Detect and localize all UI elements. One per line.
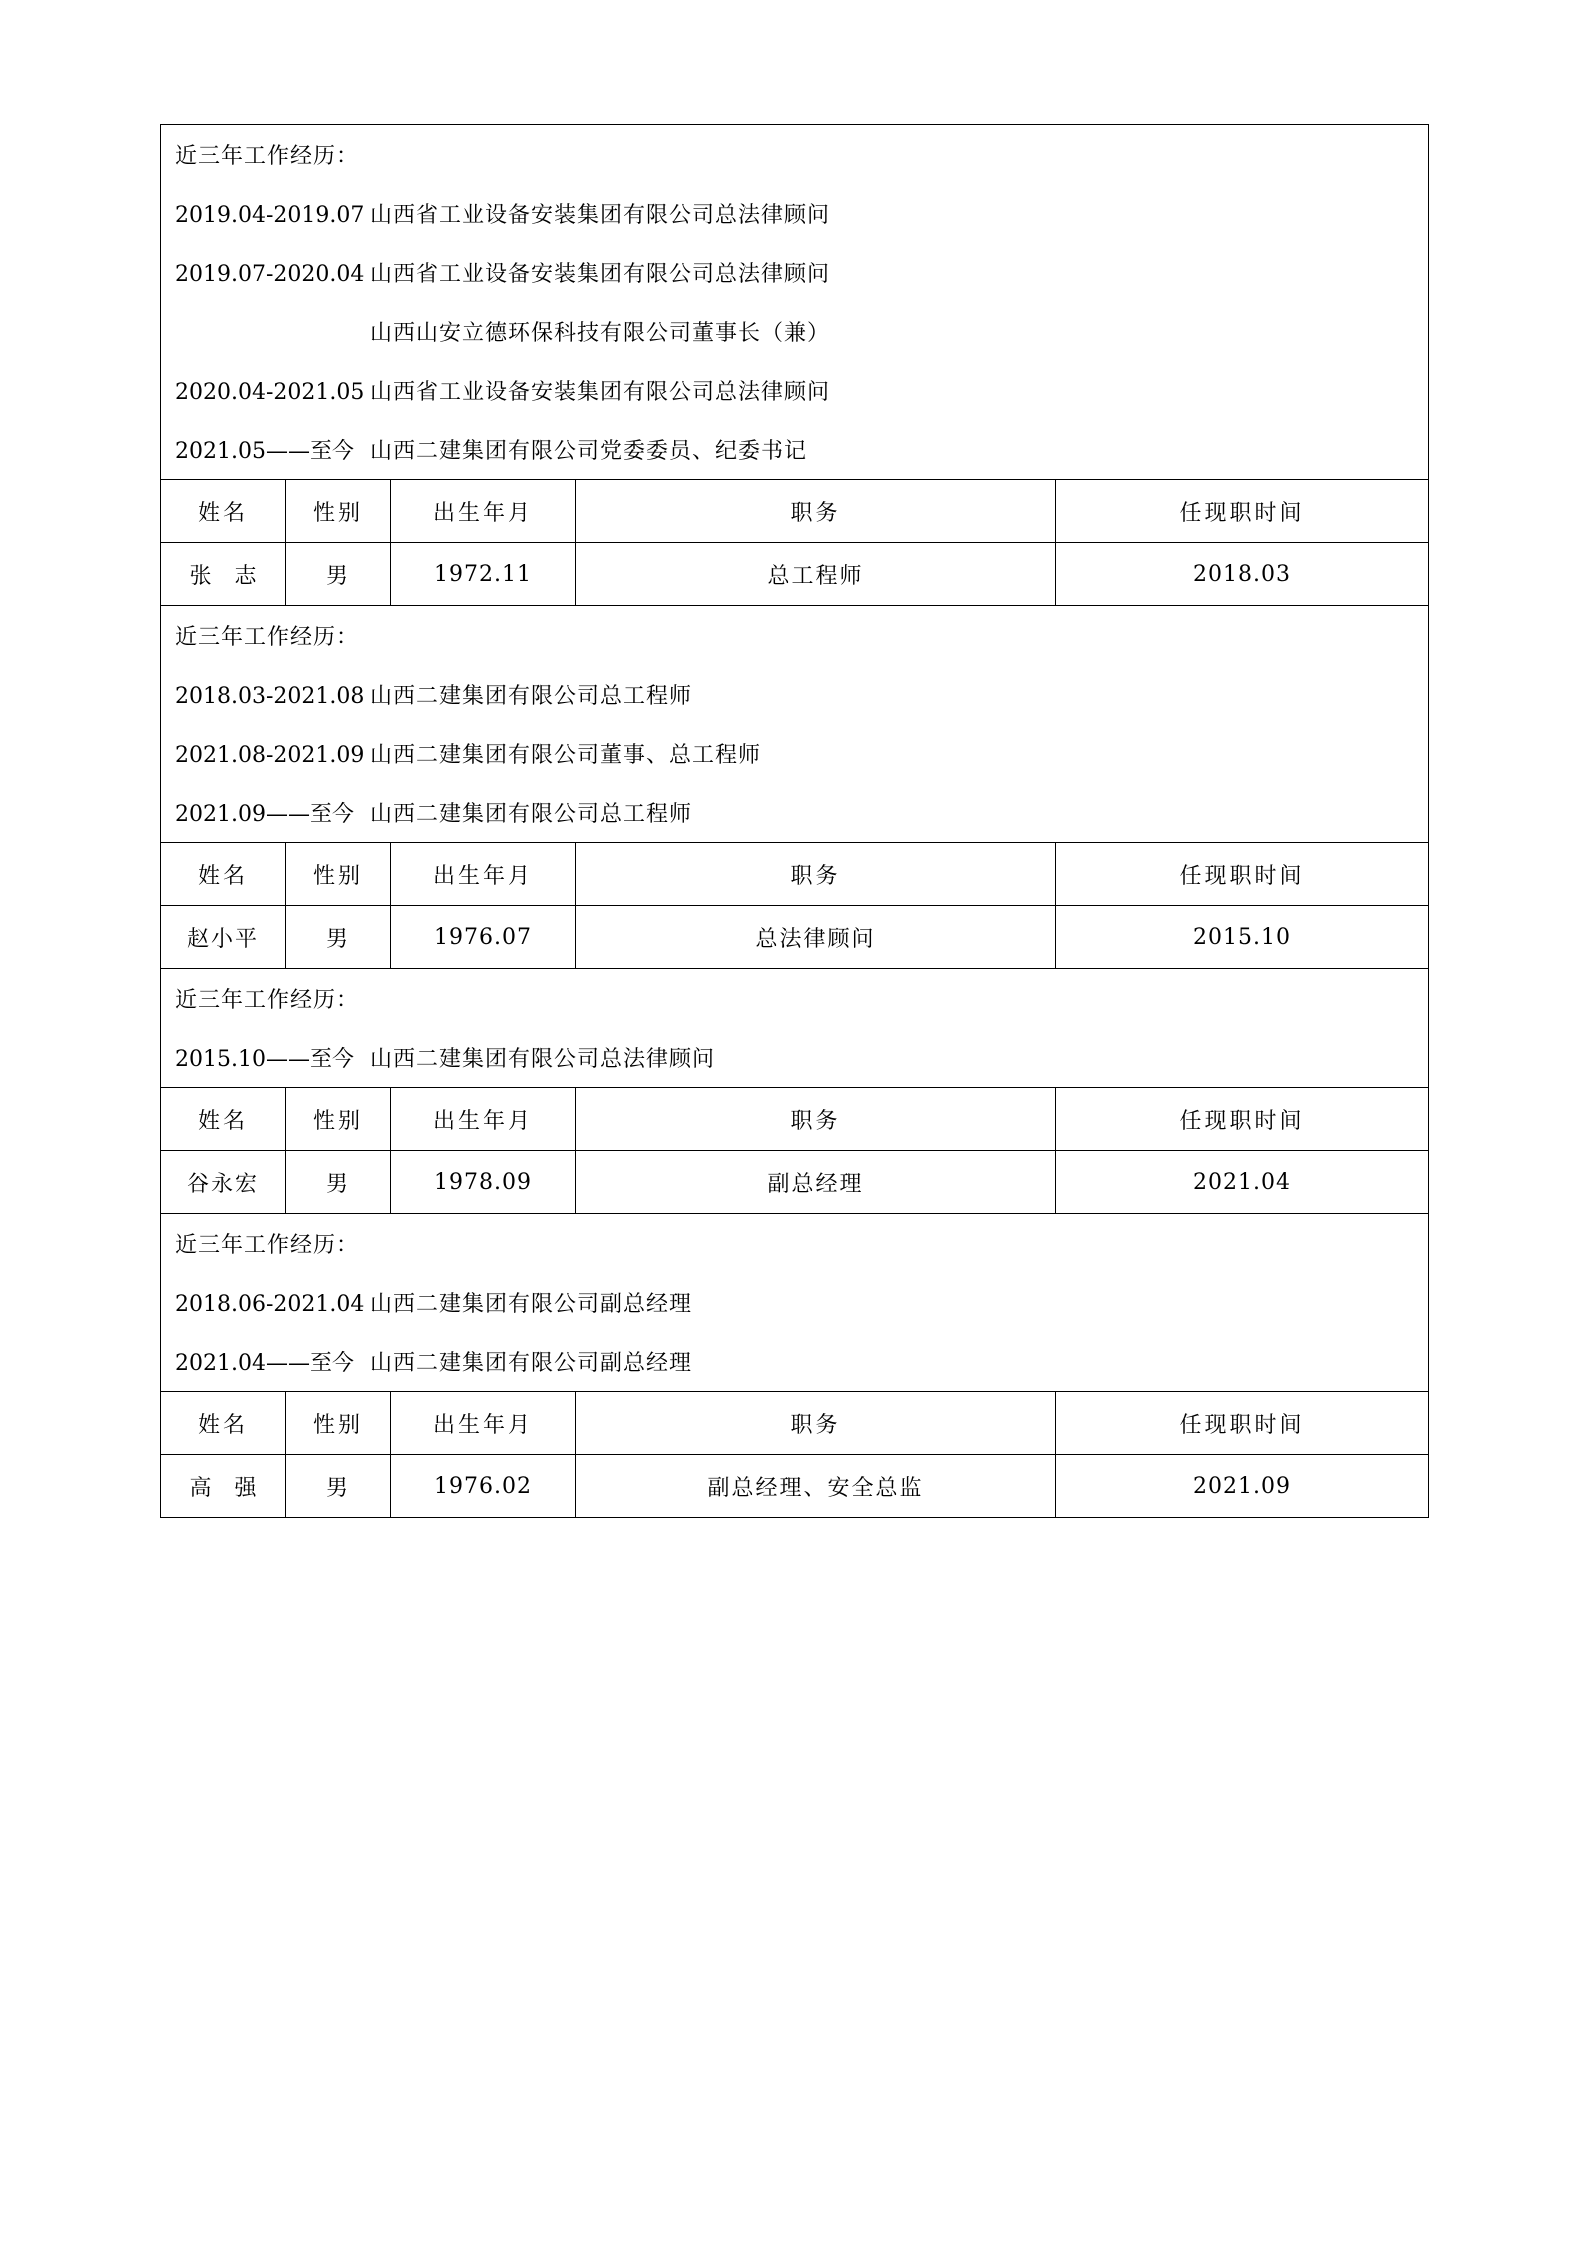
- column-header-birth: 出生年月: [391, 843, 576, 906]
- experience-entry: [161, 361, 1428, 420]
- experience-block: [161, 1214, 1429, 1392]
- cell-gender: 男: [286, 906, 391, 969]
- cell-gender: 男: [286, 1455, 391, 1518]
- experience-date: 2021.08-2021.09: [175, 743, 365, 768]
- experience-title: 近三年工作经历：: [175, 988, 360, 1013]
- experience-entry: [161, 1028, 1428, 1087]
- table-header-row: [161, 480, 1429, 543]
- table-row: [161, 543, 1429, 606]
- column-header-appointment-date: 任现职时间: [1056, 1088, 1429, 1151]
- cell-birth: 1972.11: [391, 543, 576, 606]
- column-header-position: 职务: [576, 843, 1056, 906]
- column-header-name: 姓名: [161, 480, 286, 543]
- experience-description: 山西省工业设备安装集团有限公司总法律顾问: [370, 380, 831, 405]
- experience-date: 2021.04——至今: [175, 1351, 354, 1376]
- cell-name: 高 强: [161, 1455, 286, 1518]
- personnel-table: [160, 124, 1429, 1518]
- cell-appointment-date: 2021.04: [1056, 1151, 1429, 1214]
- column-header-position: 职务: [576, 480, 1056, 543]
- cell-appointment-date: 2018.03: [1056, 543, 1429, 606]
- experience-description: 山西二建集团有限公司总法律顾问: [370, 1047, 716, 1072]
- cell-position: 总法律顾问: [576, 906, 1056, 969]
- cell-position: 副总经理: [576, 1151, 1056, 1214]
- table-row: [161, 1455, 1429, 1518]
- experience-title: 近三年工作经历：: [175, 144, 360, 169]
- experience-description: 山西省工业设备安装集团有限公司总法律顾问: [370, 262, 831, 287]
- table-row: [161, 906, 1429, 969]
- cell-birth: 1978.09: [391, 1151, 576, 1214]
- column-header-position: 职务: [576, 1088, 1056, 1151]
- table-row: [161, 1214, 1429, 1392]
- table-row: [161, 125, 1429, 480]
- experience-date: 2019.07-2020.04: [175, 262, 365, 287]
- table-row: [161, 1151, 1429, 1214]
- experience-date: 2018.03-2021.08: [175, 684, 365, 709]
- experience-entry: [161, 243, 1428, 302]
- experience-entry: [161, 302, 1428, 361]
- experience-entry: [161, 1332, 1428, 1391]
- cell-gender: 男: [286, 543, 391, 606]
- cell-appointment-date: 2021.09: [1056, 1455, 1429, 1518]
- experience-description: 山西二建集团有限公司董事、总工程师: [370, 743, 762, 768]
- column-header-appointment-date: 任现职时间: [1056, 1392, 1429, 1455]
- experience-entry: [161, 184, 1428, 243]
- cell-birth: 1976.02: [391, 1455, 576, 1518]
- experience-date: 2020.04-2021.05: [175, 380, 365, 405]
- cell-position: 副总经理、安全总监: [576, 1455, 1056, 1518]
- cell-position: 总工程师: [576, 543, 1056, 606]
- experience-entry: [161, 420, 1428, 479]
- experience-description: 山西山安立德环保科技有限公司董事长（兼）: [370, 321, 831, 346]
- experience-entry: [161, 665, 1428, 724]
- experience-description: 山西二建集团有限公司副总经理: [370, 1351, 693, 1376]
- experience-title: 近三年工作经历：: [175, 625, 360, 650]
- table-header-row: [161, 1392, 1429, 1455]
- column-header-appointment-date: 任现职时间: [1056, 480, 1429, 543]
- experience-entry: [161, 783, 1428, 842]
- cell-birth: 1976.07: [391, 906, 576, 969]
- column-header-gender: 性别: [286, 1088, 391, 1151]
- experience-block: [161, 125, 1429, 480]
- column-header-birth: 出生年月: [391, 1392, 576, 1455]
- experience-date: 2015.10——至今: [175, 1047, 354, 1072]
- table-row: [161, 606, 1429, 843]
- experience-date: 2021.09——至今: [175, 802, 354, 827]
- table-header-row: [161, 1088, 1429, 1151]
- experience-date: 2019.04-2019.07: [175, 203, 365, 228]
- cell-appointment-date: 2015.10: [1056, 906, 1429, 969]
- cell-name: 张 志: [161, 543, 286, 606]
- column-header-position: 职务: [576, 1392, 1056, 1455]
- experience-block: [161, 969, 1429, 1088]
- cell-name: 谷永宏: [161, 1151, 286, 1214]
- experience-title: 近三年工作经历：: [175, 1233, 360, 1258]
- column-header-gender: 性别: [286, 1392, 391, 1455]
- experience-description: 山西省工业设备安装集团有限公司总法律顾问: [370, 203, 831, 228]
- experience-entry: [161, 1273, 1428, 1332]
- experience-description: 山西二建集团有限公司党委委员、纪委书记: [370, 439, 808, 464]
- column-header-appointment-date: 任现职时间: [1056, 843, 1429, 906]
- experience-description: 山西二建集团有限公司副总经理: [370, 1292, 693, 1317]
- experience-description: 山西二建集团有限公司总工程师: [370, 684, 693, 709]
- table-body: [161, 125, 1429, 1518]
- column-header-gender: 性别: [286, 843, 391, 906]
- cell-gender: 男: [286, 1151, 391, 1214]
- column-header-birth: 出生年月: [391, 1088, 576, 1151]
- experience-date: 2021.05——至今: [175, 439, 354, 464]
- table-row: [161, 969, 1429, 1088]
- experience-block: [161, 606, 1429, 843]
- column-header-name: 姓名: [161, 1088, 286, 1151]
- cell-name: 赵小平: [161, 906, 286, 969]
- column-header-name: 姓名: [161, 843, 286, 906]
- experience-entry: [161, 724, 1428, 783]
- column-header-name: 姓名: [161, 1392, 286, 1455]
- experience-description: 山西二建集团有限公司总工程师: [370, 802, 693, 827]
- column-header-gender: 性别: [286, 480, 391, 543]
- table-header-row: [161, 843, 1429, 906]
- column-header-birth: 出生年月: [391, 480, 576, 543]
- experience-date: 2018.06-2021.04: [175, 1292, 365, 1317]
